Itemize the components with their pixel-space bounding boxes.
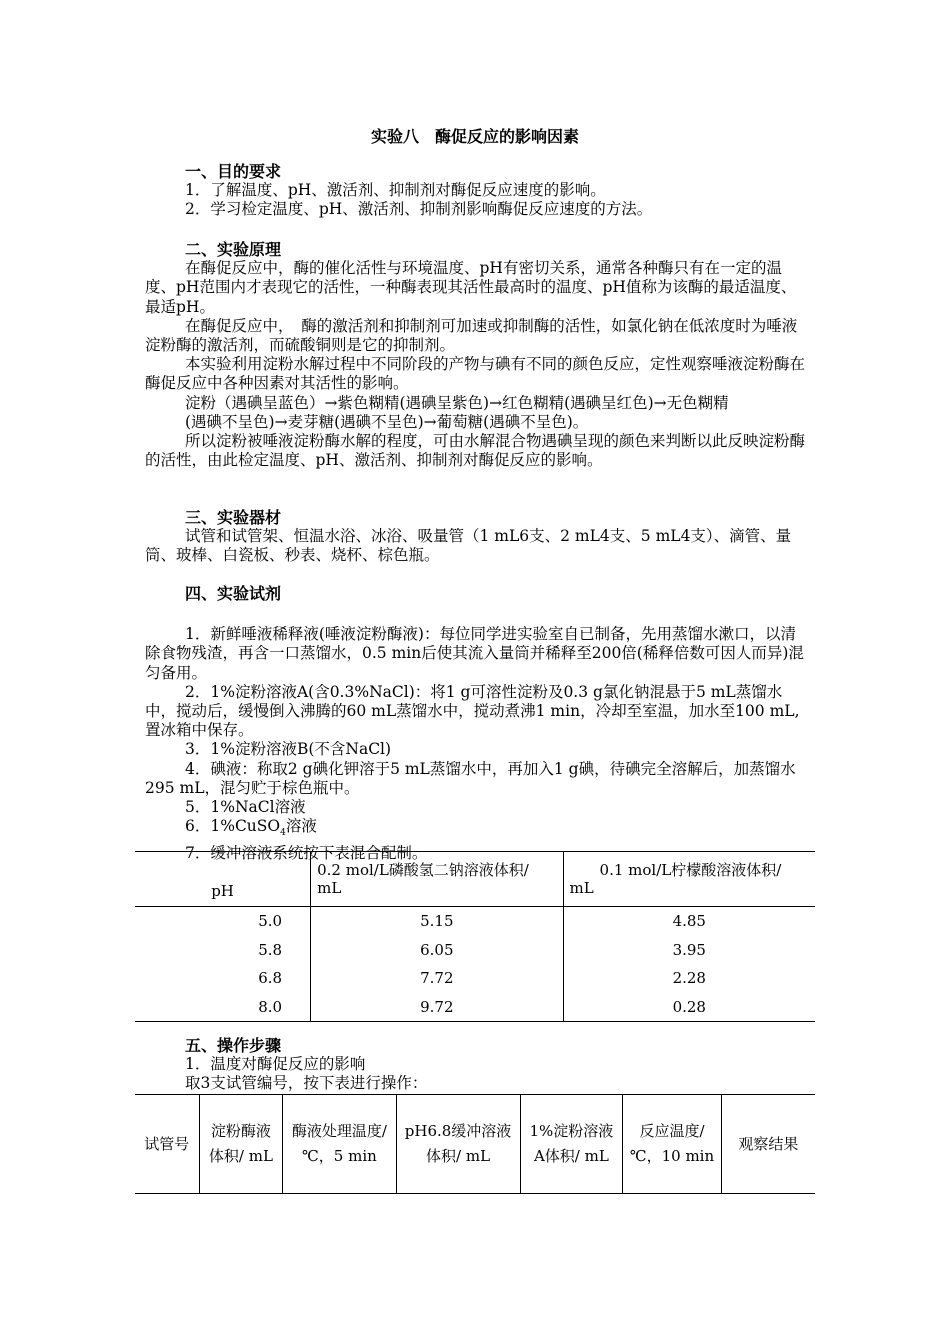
section-heading: 二、实验原理	[185, 240, 282, 259]
table-header-row	[135, 1095, 815, 1194]
temperature-table	[135, 1094, 815, 1194]
table-header: 观察结果	[721, 1095, 815, 1194]
section-heading: 三、实验器材	[185, 508, 282, 527]
section-objectives	[145, 162, 810, 220]
list-item: 4．碘液：称取2 g碘化钾溶于5 mL蒸馏水中，再加入1 g碘，待碘完全溶解后，加蒸馏水295 mL，混匀贮于棕色瓶中。	[145, 759, 796, 797]
table-header: 试管号	[144, 1134, 190, 1153]
table-cell: 6.8	[258, 969, 283, 988]
table-row	[135, 907, 815, 936]
paragraph: 本实验利用淀粉水解过程中不同阶段的产物与碘有不同的颜色反应，定性观察唾液淀粉酶在酶促反应中各种因素对其活性的影响。	[145, 355, 806, 393]
table-row	[135, 993, 815, 1022]
table-header: 反应温度/℃，10 min	[623, 1095, 722, 1194]
table-cell: 5.8	[258, 940, 283, 959]
section-heading: 四、实验试剂	[185, 584, 282, 603]
item-text: 6．1%CuSO	[185, 817, 281, 836]
table-cell: 9.72	[311, 993, 563, 1022]
table-cell: 8.0	[258, 997, 283, 1016]
section-reagents	[145, 584, 810, 863]
section-heading: 五、操作步骤	[185, 1036, 282, 1055]
paragraph: 试管和试管架、恒温水浴、冰浴、吸量管（1 mL6支、2 mL4支、5 mL4支）、滴管、量筒、玻棒、白瓷板、秒表、烧杯、棕色瓶。	[145, 527, 792, 565]
subscript: 4	[280, 828, 286, 839]
paragraph: (遇碘不呈色)→麦芽糖(遇碘不呈色)→葡萄糖(遇碘不呈色)。	[185, 412, 589, 431]
page-title: 实验八 酶促反应的影响因素	[370, 127, 579, 146]
list-item: 2．学习检定温度、pH、激活剂、抑制剂影响酶促反应速度的方法。	[185, 200, 653, 219]
table-cell: 3.95	[563, 936, 815, 965]
table-cell: 5.15	[311, 907, 563, 936]
table-header: 淀粉酶液体积/ mL	[199, 1095, 283, 1194]
list-item: 5．1%NaCl溶液	[185, 798, 306, 817]
table-header: 0.1 mol/L柠檬酸溶液体积/ mL	[563, 852, 815, 907]
list-item: 7．缓冲溶液系统按下表混合配制。	[185, 843, 428, 862]
table-cell: 7.72	[311, 964, 563, 993]
table-cell: 4.85	[563, 907, 815, 936]
list-item: 3．1%淀粉溶液B(不含NaCl)	[185, 740, 392, 759]
paragraph: 1．温度对酶促反应的影响	[185, 1055, 366, 1074]
paragraph: 在酶促反应中， 酶的激活剂和抑制剂可加速或抑制酶的活性，如氯化钠在低浓度时为唾液淀粉酶的激活剂，而硫酸铜则是它的抑制剂。	[145, 316, 798, 355]
section-equipment	[145, 508, 810, 566]
table-cell: 2.28	[563, 964, 815, 993]
list-item: 1．了解温度、pH、激活剂、抑制剂对酶促反应速度的影响。	[185, 181, 606, 200]
table-cell: 0.28	[563, 993, 815, 1022]
section-heading: 一、目的要求	[185, 162, 282, 181]
list-item	[145, 817, 810, 843]
table-header: 0.2 mol/L磷酸氢二钠溶液体积/ mL	[311, 852, 563, 907]
table-cell: 6.05	[311, 936, 563, 965]
section-procedure	[145, 1036, 810, 1094]
item-text: 溶液	[285, 817, 317, 836]
table-header: pH	[135, 852, 311, 907]
list-item: 2．1%淀粉溶液A(含0.3%NaCl)：将1 g可溶性淀粉及0.3 g氯化钠混悬于5 mL蒸馏水中，搅动后，缓慢倒入沸腾的60 mL蒸馏水中，搅动煮沸1 min，冷却至室温，加水至100 mL,置冰箱中保存。	[145, 682, 800, 740]
table-row	[135, 964, 815, 993]
paragraph: 所以淀粉被唾液淀粉酶水解的程度，可由水解混合物遇碘呈现的颜色来判断以此反映淀粉酶的活性，由此检定温度、pH、激活剂、抑制剂对酶促反应的影响。	[145, 432, 806, 470]
table-cell: 5.0	[258, 912, 283, 931]
table-row	[135, 936, 815, 965]
section-principle	[145, 240, 810, 470]
table-header: pH6.8缓冲溶液体积/ mL	[396, 1095, 520, 1194]
paragraph: 在酶促反应中，酶的催化活性与环境温度、pH有密切关系，通常各种酶只有在一定的温度、pH范围内才表现它的活性，一种酶表现其活性最高时的温度、pH值称为该酶的最适温度、最适pH。	[145, 259, 797, 316]
list-item: 1．新鲜唾液稀释液(唾液淀粉酶液)：每位同学进实验室自已制备，先用蒸馏水漱口，以清除食物残渣，再含一口蒸馏水，0.5 min后使其流入量筒并稀释至200倍(稀释倍数可因人而异)混匀备用。	[145, 625, 804, 682]
table-header: 1%淀粉溶液A体积/ mL	[520, 1095, 623, 1194]
paragraph: 淀粉（遇碘呈蓝色）→紫色糊精(遇碘呈紫色)→红色糊精(遇碘呈红色)→无色糊精	[185, 393, 729, 412]
paragraph: 取3支试管编号，按下表进行操作：	[185, 1074, 428, 1093]
table-header-row	[135, 852, 815, 907]
table-header: 酶液处理温度/℃，5 min	[283, 1095, 396, 1194]
buffer-table	[135, 851, 815, 1022]
